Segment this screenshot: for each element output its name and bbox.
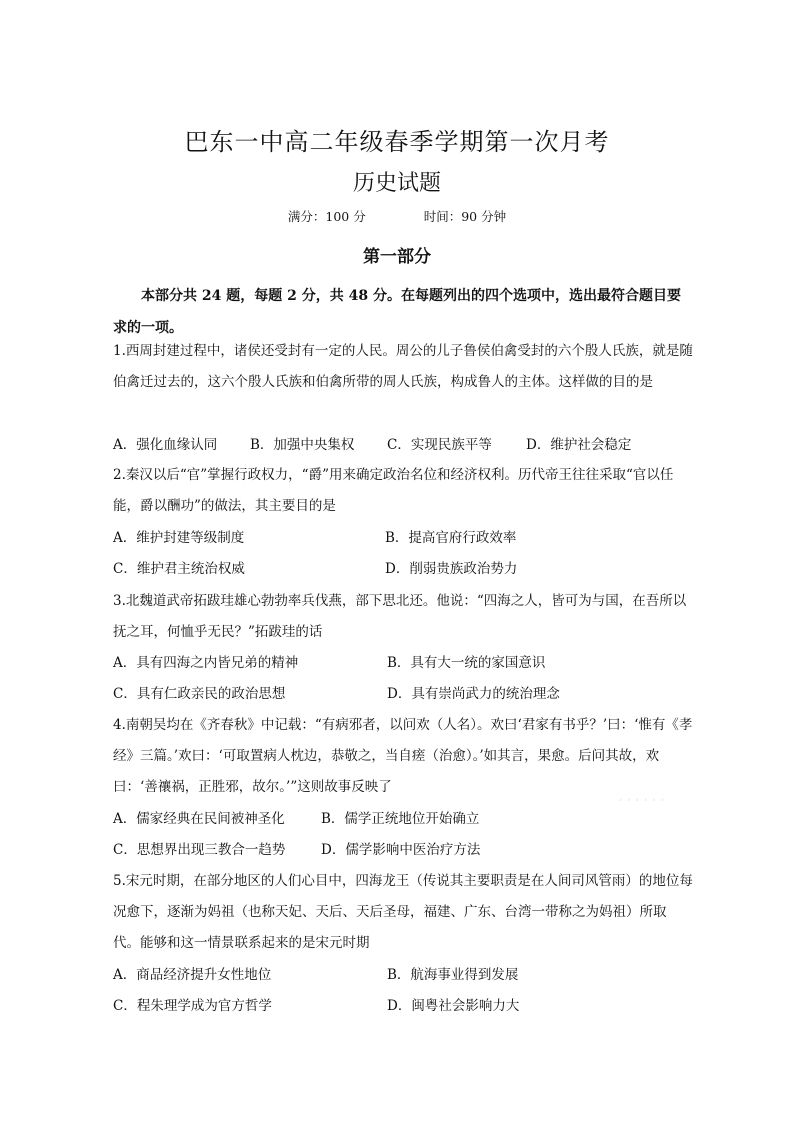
option-d: D．削弱贵族政治势力	[385, 561, 518, 577]
exam-time: 时间：90 分钟	[423, 209, 507, 224]
option-a: A．儒家经典在民间被神圣化	[113, 811, 285, 827]
question-3-options-row2	[113, 679, 693, 709]
question-4-options-row2	[113, 835, 693, 865]
option-d: D．具有崇尚武力的统治理念	[387, 686, 560, 702]
part-instructions: 本部分共 24 题，每题 2 分，共 48 分。在每题列出的四个选项中，选出最符合题目要求的一项。	[113, 288, 681, 336]
question-5-stem: 5.宋元时期，在部分地区的人们心目中，四海龙王（传说其主要职责是在人间司风管雨）的地位每况愈下，逐渐为妈祖（也称天妃、天后、天后圣母，福建、广东、台湾一带称之为妈祖）所取代。能够和这一情景联系起来的是宋元时期	[113, 873, 693, 951]
exam-meta	[0, 207, 794, 225]
option-c: C．实现民族平等	[387, 437, 492, 453]
option-b: B．加强中央集权	[250, 437, 355, 453]
question-5-options-row1	[113, 960, 693, 990]
question-4-stem: 4.南朝吴均在《齐春秋》中记载：“有病邪者，以问欢（人名）。欢曰‘君家有书乎？’曰：‘惟有《孝经》三篇。’欢曰：‘可取置病人枕边，恭敬之，当自瘥（治愈）。’如其言，果愈。后问其故，欢曰：‘善禳祸，正胜邪，故尔。’”这则故事反映了	[113, 717, 693, 795]
full-score: 满分：100 分	[287, 209, 366, 224]
option-c: C．具有仁政亲民的政治思想	[113, 686, 286, 702]
option-c: C．维护君主统治权威	[113, 561, 245, 577]
option-c: C．思想界出现三教合一趋势	[113, 842, 286, 858]
option-a: A．强化血缘认同	[113, 437, 218, 453]
option-d: D．闽粤社会影响力大	[387, 998, 520, 1014]
question-1-options	[113, 430, 693, 460]
exam-subtitle: 历史试题	[352, 171, 441, 196]
option-a: A．具有四海之内皆兄弟的精神	[113, 655, 299, 671]
option-d: D．维护社会稳定	[526, 437, 632, 453]
exam-title: 巴东一中高二年级春季学期第一次月考	[184, 128, 610, 156]
part-heading: 第一部分	[363, 247, 431, 267]
question-5-options-row2	[113, 991, 693, 1021]
option-a: A．维护封建等级制度	[113, 530, 245, 546]
option-b: B．儒学正统地位开始确立	[321, 811, 480, 827]
option-b: B．提高官府行政效率	[385, 530, 517, 546]
question-2-options-row1	[113, 523, 693, 553]
option-c: C．程朱理学成为官方哲学	[113, 998, 272, 1014]
question-2-options-row2	[113, 554, 693, 584]
watermark: ······	[617, 788, 668, 812]
option-b: B．航海事业得到发展	[387, 967, 519, 983]
option-d: D．儒学影响中医治疗方法	[321, 842, 481, 858]
question-1-stem: 1.西周封建过程中，诸侯还受封有一定的人民。周公的儿子鲁侯伯禽受封的六个殷人氏族，就是随伯禽迁过去的，这六个殷人氏族和伯禽所带的周人氏族，构成鲁人的主体。这样做的目的是	[113, 343, 693, 390]
option-a: A．商品经济提升女性地位	[113, 967, 272, 983]
question-4-options-row1	[113, 804, 693, 834]
question-2-stem: 2.秦汉以后“官”掌握行政权力，“爵”用来确定政治名位和经济权利。历代帝王往往采取“官以任能，爵以酬功”的做法，其主要目的是	[113, 467, 674, 514]
question-3-stem: 3.北魏道武帝拓跋珪雄心勃勃率兵伐燕，部下思北还。他说：“四海之人，皆可为与国，在吾所以抚之耳，何恤乎无民？”拓跋珪的话	[113, 593, 687, 640]
question-3-options-row1	[113, 648, 693, 678]
option-b: B．具有大一统的家国意识	[387, 655, 546, 671]
